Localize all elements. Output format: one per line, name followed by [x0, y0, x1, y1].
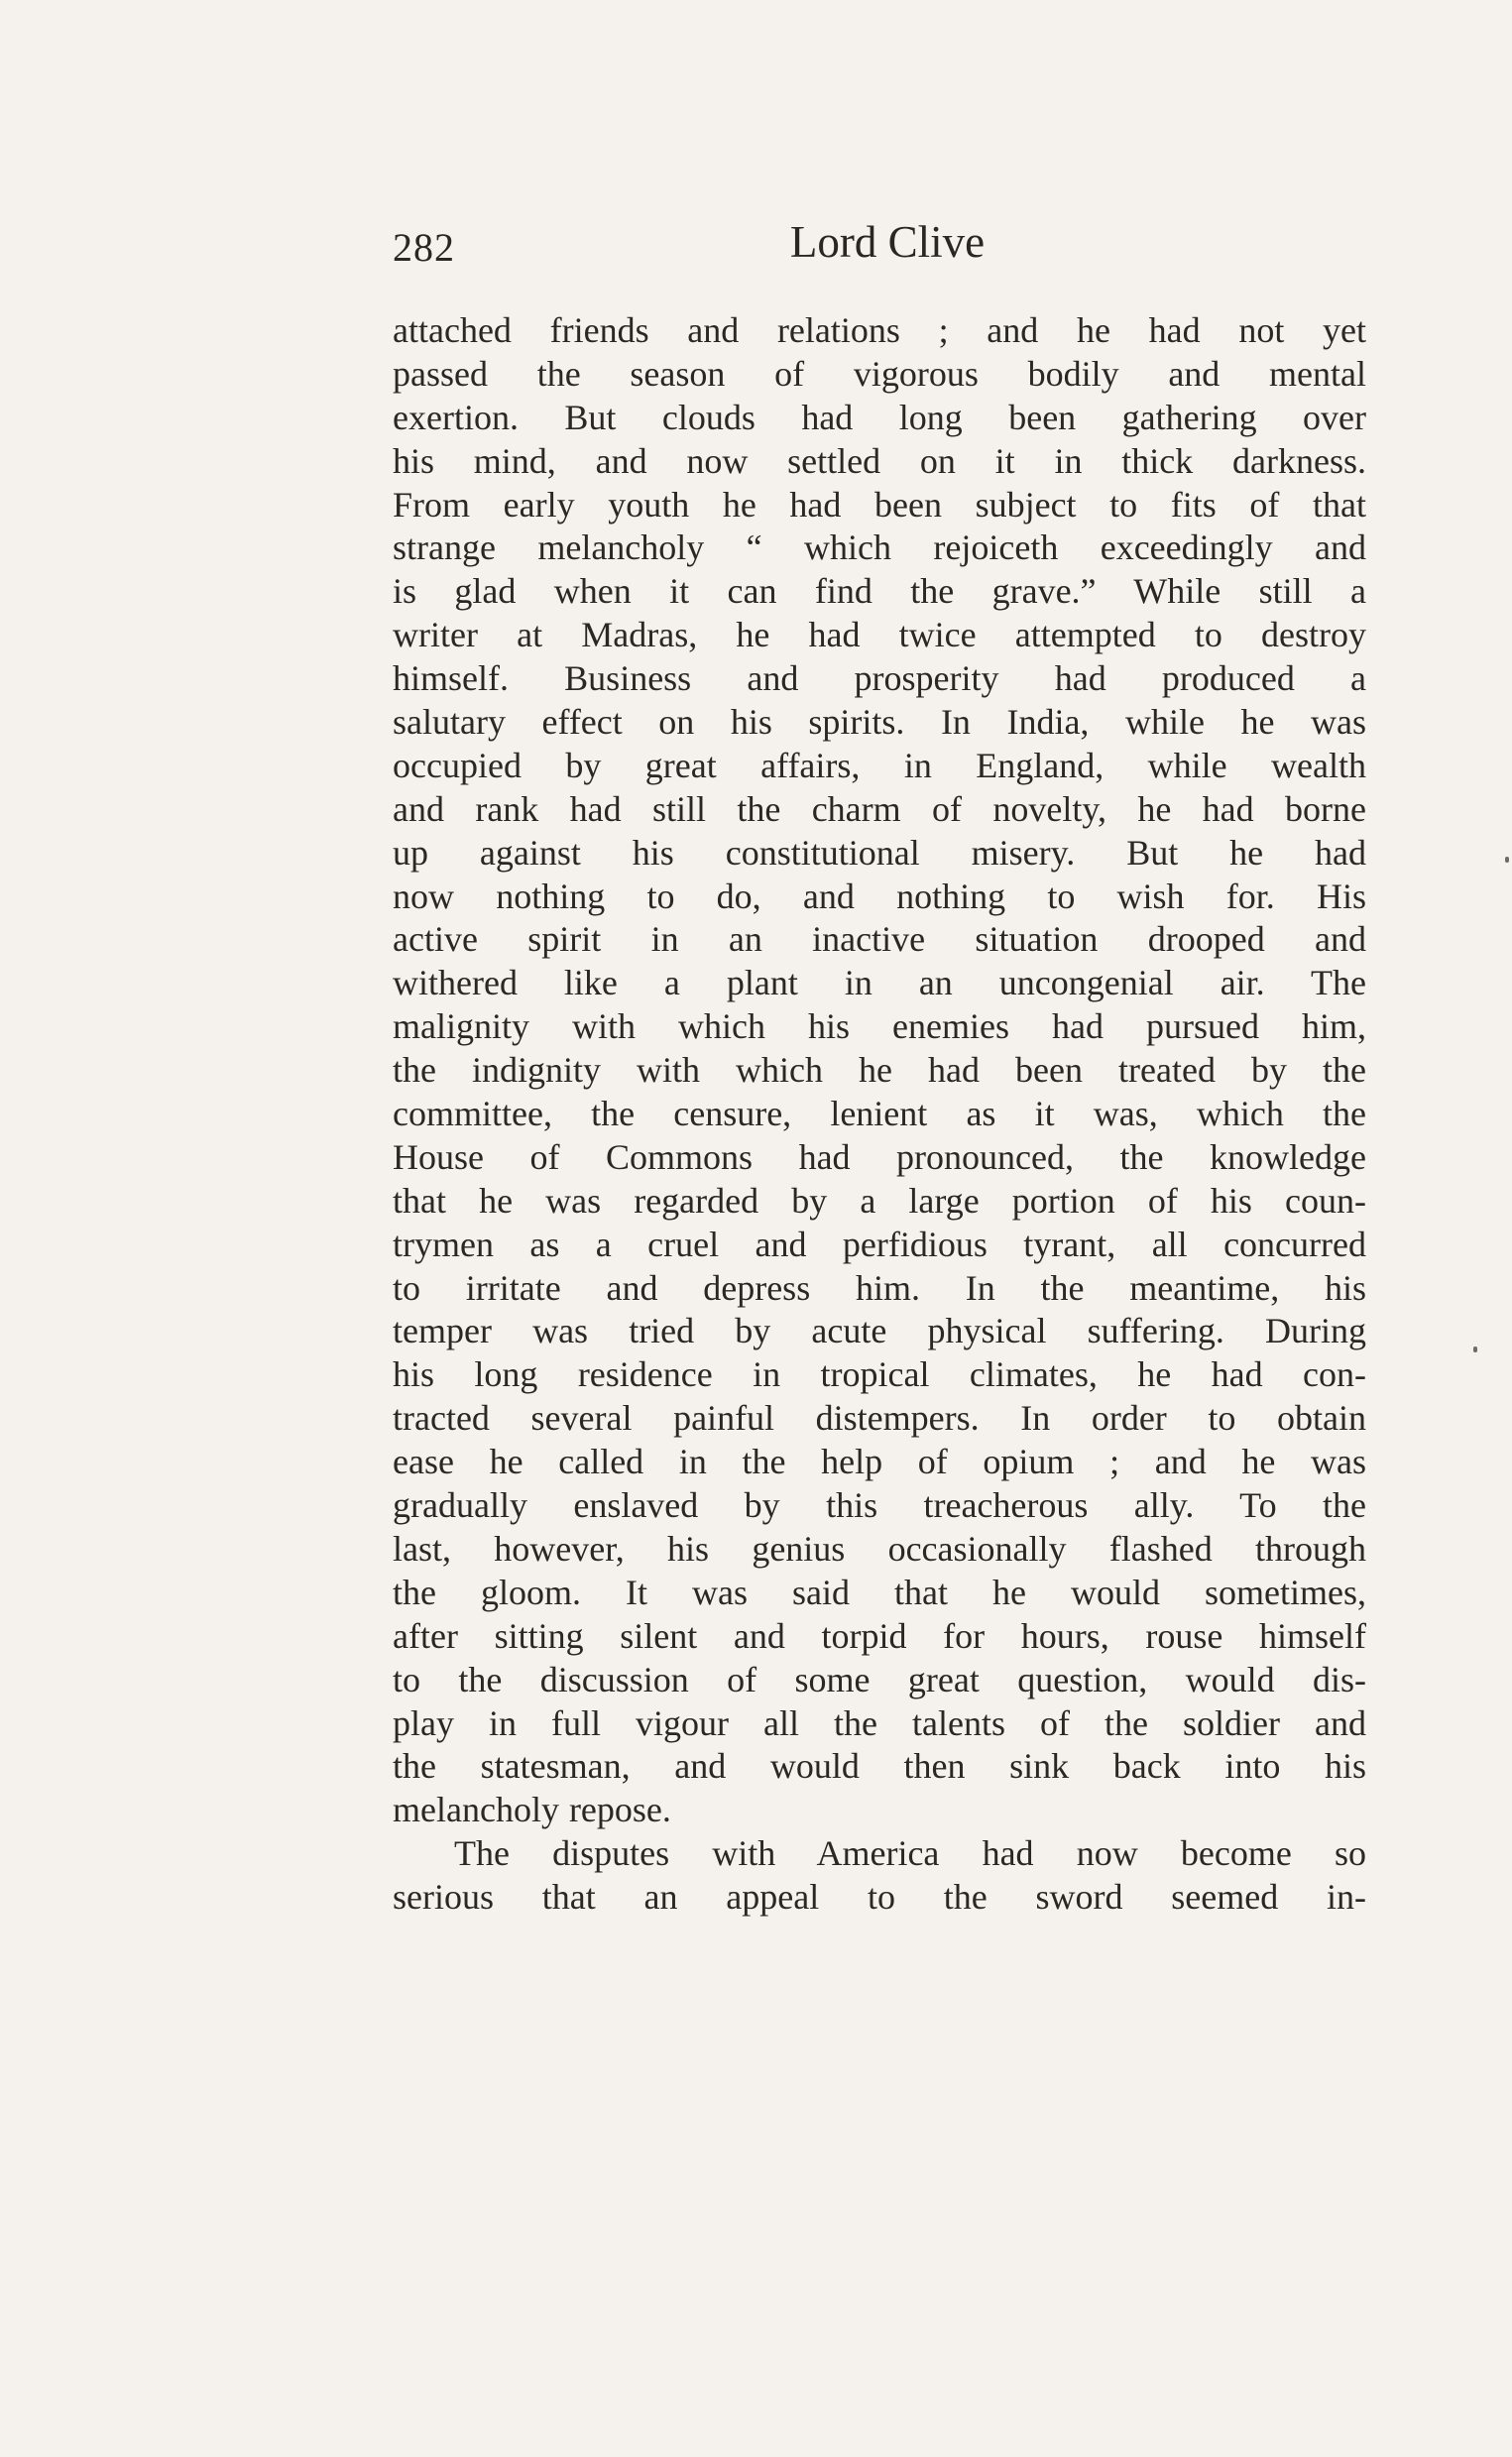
- text-line: to irritate and depress him. In the meantime, his: [393, 1267, 1366, 1308]
- running-head: [393, 216, 1382, 276]
- text-line: to the discussion of some great question, would dis-: [393, 1659, 1366, 1699]
- text-line: trymen as a cruel and perfidious tyrant, all concurred: [393, 1224, 1366, 1264]
- text-line: now nothing to do, and nothing to wish for. His: [393, 876, 1366, 916]
- text-line: tracted several painful distempers. In order to obtain: [393, 1398, 1366, 1439]
- text-line: withered like a plant in an uncongenial air. The: [393, 963, 1366, 1003]
- text-line: himself. Business and prosperity had produced a: [393, 658, 1366, 699]
- text-line: after sitting silent and torpid for hours, rouse himself: [393, 1615, 1366, 1656]
- text-line: play in full vigour all the talents of the soldier and: [393, 1702, 1366, 1743]
- text-line: From early youth he had been subject to fits of that: [393, 484, 1366, 525]
- text-line: temper was tried by acute physical suffering. During: [393, 1311, 1366, 1351]
- margin-speck: [1505, 857, 1509, 863]
- text-line: attached friends and relations ; and he had not yet: [393, 310, 1366, 350]
- paragraph-end-line: melancholy repose.: [393, 1790, 671, 1830]
- text-line: committee, the censure, lenient as it was, which the: [393, 1094, 1366, 1134]
- text-line: the gloom. It was said that he would sometimes,: [393, 1572, 1366, 1612]
- text-line: gradually enslaved by this treacherous ally. To the: [393, 1485, 1366, 1526]
- text-line: ease he called in the help of opium ; and he was: [393, 1442, 1366, 1482]
- text-line: active spirit in an inactive situation drooped and: [393, 919, 1366, 960]
- text-line: occupied by great affairs, in England, while wealth: [393, 745, 1366, 785]
- text-line: up against his constitutional misery. But he had: [393, 832, 1366, 873]
- text-line: writer at Madras, he had twice attempted to destroy: [393, 615, 1366, 655]
- text-line: is glad when it can find the grave.” While still a: [393, 571, 1366, 612]
- page-number: 282: [393, 225, 455, 270]
- text-line: his long residence in tropical climates, he had con-: [393, 1354, 1366, 1395]
- text-line: passed the season of vigorous bodily and mental: [393, 353, 1366, 394]
- paragraph-start-line: The disputes with America had now become so: [454, 1833, 1366, 1874]
- text-line: serious that an appeal to the sword seemed in-: [393, 1877, 1366, 1918]
- text-line: strange melancholy “ which rejoiceth exceedingly and: [393, 527, 1366, 568]
- text-line: the statesman, and would then sink back into his: [393, 1746, 1366, 1787]
- text-line: malignity with which his enemies had pursued him,: [393, 1006, 1366, 1047]
- text-line: salutary effect on his spirits. In India, while he was: [393, 702, 1366, 743]
- text-line: the indignity with which he had been treated by the: [393, 1050, 1366, 1091]
- text-line: exertion. But clouds had long been gathering over: [393, 397, 1366, 437]
- text-line: and rank had still the charm of novelty, he had borne: [393, 788, 1366, 829]
- text-line: his mind, and now settled on it in thick darkness.: [393, 440, 1366, 481]
- text-line: last, however, his genius occasionally flashed through: [393, 1528, 1366, 1569]
- running-title: Lord Clive: [789, 217, 986, 267]
- text-line: that he was regarded by a large portion of his coun-: [393, 1180, 1366, 1221]
- body-text: [393, 309, 1366, 1920]
- text-line: House of Commons had pronounced, the knowledge: [393, 1136, 1366, 1177]
- margin-speck: [1473, 1346, 1477, 1352]
